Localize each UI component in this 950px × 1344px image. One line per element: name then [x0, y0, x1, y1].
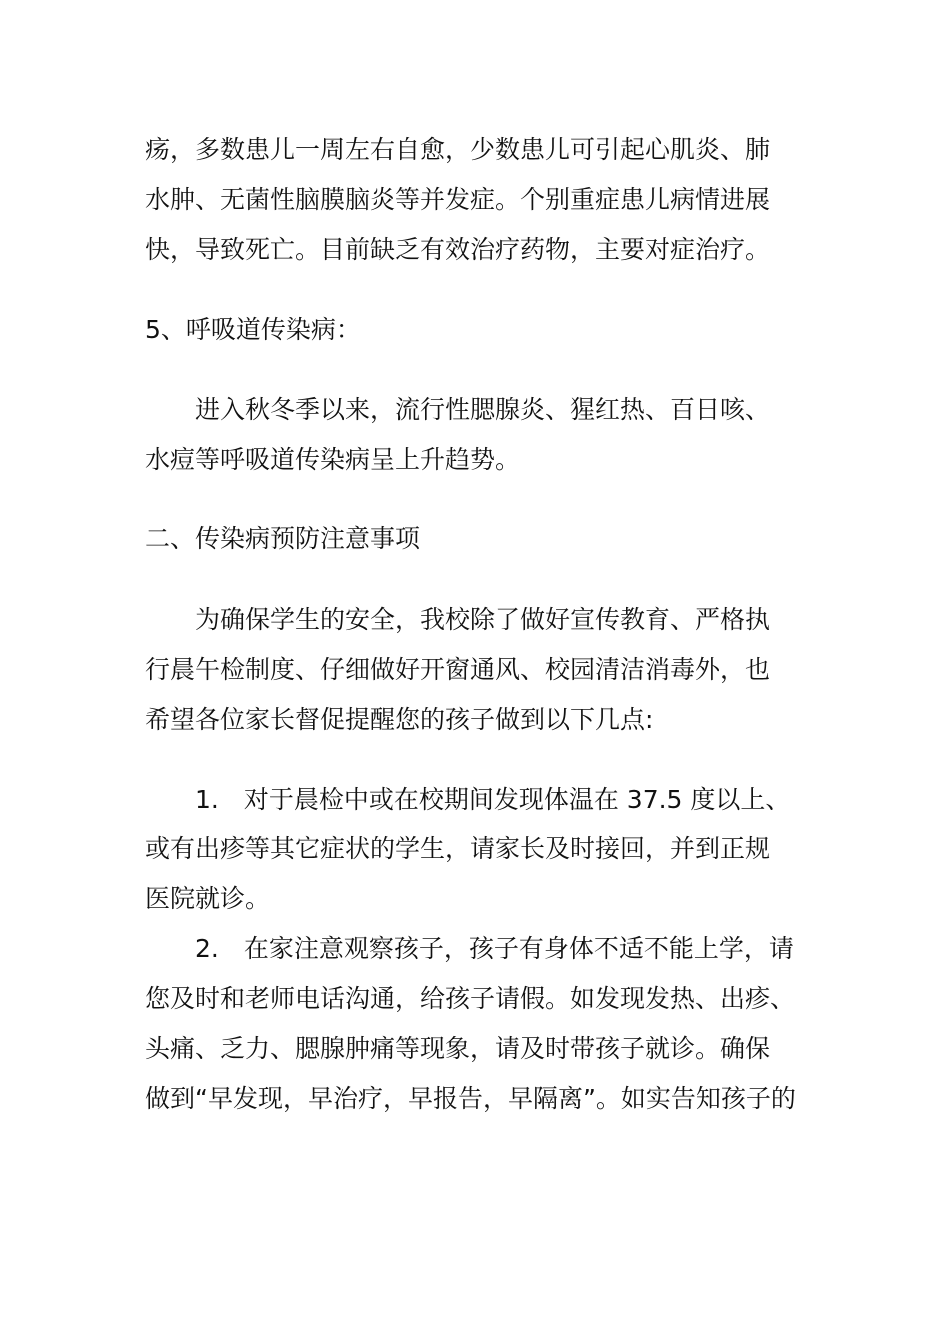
list-item-line: 或有出疹等其它症状的学生，请家长及时接回，并到正规 — [145, 834, 771, 863]
list-item-line: 做到“早发现，早治疗，早报告，早隔离”。如实告知孩子的 — [145, 1084, 796, 1113]
list-item-line: 2. 在家注意观察孩子，孩子有身体不适不能上学，请 — [195, 934, 794, 963]
section-heading: 5、呼吸道传染病： — [145, 315, 361, 344]
paragraph-line: 希望各位家长督促提醒您的孩子做到以下几点: — [145, 705, 654, 734]
list-item-line: 头痛、乏力、腮腺肿痛等现象，请及时带孩子就诊。确保 — [145, 1034, 771, 1063]
list-item-line: 您及时和老师电话沟通，给孩子请假。如发现发热、出疹、 — [145, 984, 796, 1013]
paragraph-line: 疡，多数患儿一周左右自愈，少数患儿可引起心肌炎、肺 — [145, 135, 771, 164]
paragraph-line: 进入秋冬季以来，流行性腮腺炎、猩红热、百日咳、 — [195, 395, 771, 424]
paragraph-line: 水肿、无菌性脑膜脑炎等并发症。个别重症患儿病情进展 — [145, 185, 771, 214]
list-item-line: 1. 对于晨检中或在校期间发现体温在 37.5 度以上、 — [195, 785, 791, 814]
paragraph-line: 为确保学生的安全，我校除了做好宣传教育、严格执 — [195, 605, 771, 634]
paragraph-line: 行晨午检制度、仔细做好开窗通风、校园清洁消毒外，也 — [145, 655, 771, 684]
list-item-line: 医院就诊。 — [145, 884, 271, 913]
paragraph-line: 水痘等呼吸道传染病呈上升趋势。 — [145, 445, 521, 474]
paragraph-line: 快，导致死亡。目前缺乏有效治疗药物，主要对症治疗。 — [145, 235, 771, 264]
section-heading: 二、传染病预防注意事项 — [145, 524, 421, 553]
